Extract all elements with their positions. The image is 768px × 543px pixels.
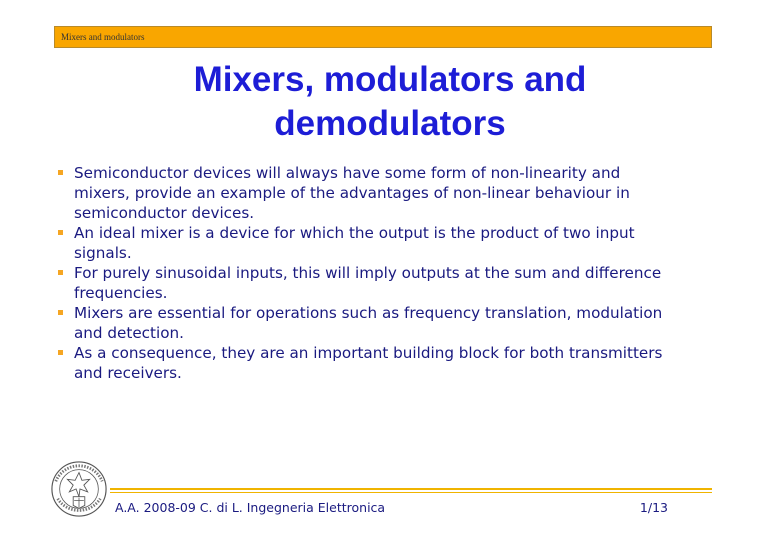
bullet-text: As a consequence, they are an important building block for both transmitters and receivers.	[74, 344, 663, 382]
bullet-item	[58, 343, 678, 383]
page-number: 1/13	[639, 500, 668, 515]
bullet-text: Mixers are essential for operations such as frequency translation, modulation and detection.	[74, 304, 663, 342]
header-bar	[54, 26, 712, 48]
university-seal-icon	[50, 460, 108, 518]
bullet-marker-icon	[58, 170, 63, 175]
title-line-2: demodulators	[274, 104, 506, 143]
bullet-item	[58, 223, 678, 263]
bullet-text: Semiconductor devices will always have some form of non-linearity and mixers, provide an example of the advantages of non-linear behaviour in semiconductor devices.	[74, 164, 630, 222]
bullet-marker-icon	[58, 350, 63, 355]
footer-course-text: A.A. 2008-09 C. di L. Ingegneria Elettronica	[115, 500, 386, 515]
slide-title	[130, 58, 650, 146]
bullet-marker-icon	[58, 270, 63, 275]
bullet-marker-icon	[58, 310, 63, 315]
bullet-item	[58, 163, 678, 223]
bullet-text: For purely sinusoidal inputs, this will imply outputs at the sum and difference frequencies.	[74, 264, 662, 302]
footer-rule-top	[110, 488, 712, 490]
bullet-item	[58, 303, 678, 343]
title-line-1: Mixers, modulators and	[193, 60, 587, 99]
footer-rule-bottom	[110, 492, 712, 493]
bullet-text: An ideal mixer is a device for which the output is the product of two input signals.	[74, 224, 635, 262]
bullet-marker-icon	[58, 230, 63, 235]
bullet-item	[58, 263, 678, 303]
header-text: Mixers and modulators	[61, 32, 145, 42]
bullet-list	[58, 163, 678, 383]
